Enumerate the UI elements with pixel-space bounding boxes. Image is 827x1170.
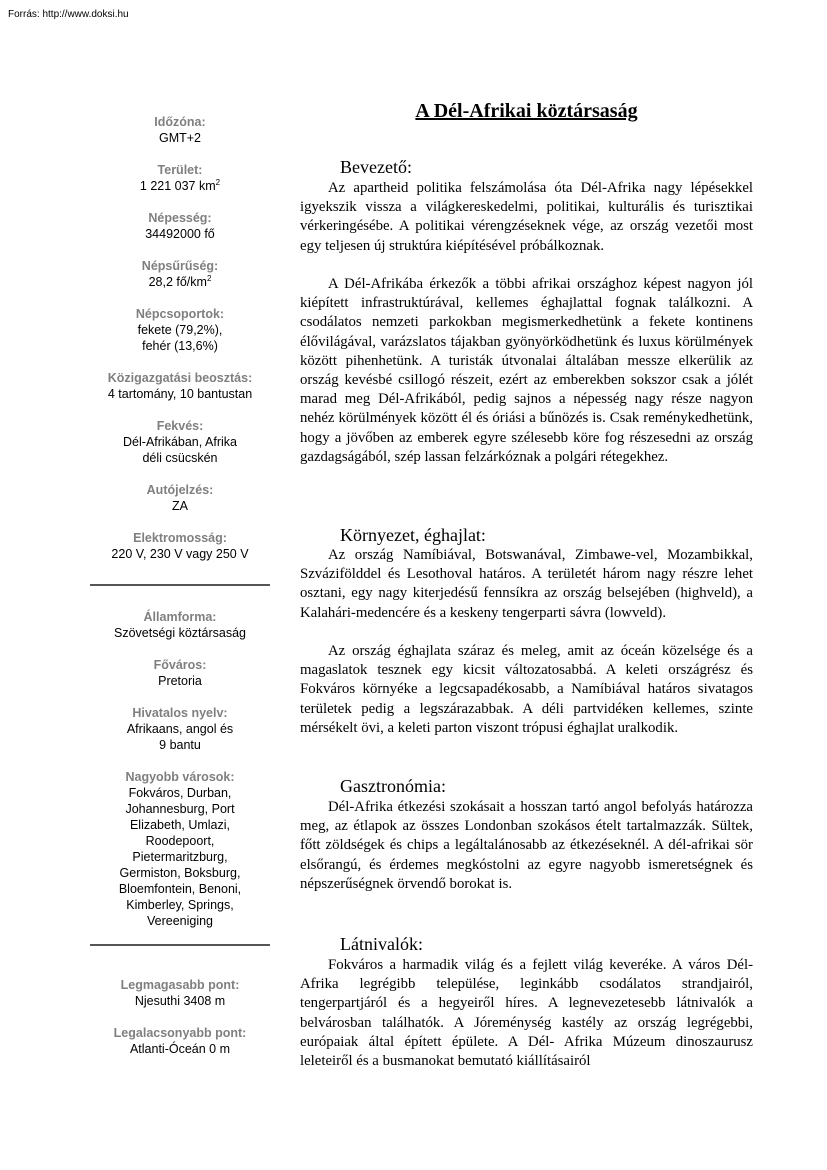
fact-value: Roodepoort, bbox=[145, 834, 215, 848]
fact-value: déli csücskén bbox=[142, 451, 218, 465]
fact-label: Elektromosság: bbox=[133, 531, 227, 545]
sidebar-divider bbox=[90, 584, 270, 586]
fact-label: Fekvés: bbox=[156, 419, 204, 433]
fact-value: Pretoria bbox=[158, 674, 202, 688]
fact-label: Legmagasabb pont: bbox=[120, 978, 240, 992]
fact-highest-point bbox=[90, 977, 270, 1009]
fact-value: fekete (79,2%), bbox=[137, 323, 223, 337]
fact-value: 4 tartomány, 10 bantustan bbox=[107, 387, 253, 401]
fact-value: GMT+2 bbox=[158, 131, 202, 145]
fact-value: Fokváros, Durban, bbox=[128, 786, 232, 800]
fact-value bbox=[90, 178, 270, 194]
section-heading-gastronomy: Gasztronómia: bbox=[340, 776, 446, 796]
fact-label: Népsűrűség: bbox=[141, 259, 219, 273]
fact-value: Dél-Afrikában, Afrika bbox=[123, 435, 237, 449]
fact-value: Atlanti-Óceán 0 m bbox=[129, 1042, 231, 1056]
fact-value: Szövetségi köztársaság bbox=[113, 626, 246, 640]
fact-location bbox=[90, 418, 270, 466]
fact-value: Afrikaans, angol és bbox=[126, 722, 234, 736]
fact-value: Bloemfontein, Benoni, bbox=[118, 882, 242, 896]
fact-label: Népcsoportok: bbox=[135, 307, 225, 321]
fact-area bbox=[90, 162, 270, 194]
fact-capital bbox=[90, 657, 270, 689]
fact-administration bbox=[90, 370, 270, 402]
fact-value: fehér (13,6%) bbox=[142, 339, 218, 353]
paragraph: Az ország éghajlata száraz és meleg, amit az óceán közelsége és a magaslatok tesznek egy kicsit változatosabbá. A keleti országrész és Fokváros környéke a legcsapadékosabb, a Namíbiával határos sivatagos területek pedig a legszárazabbak. A déli partvidéken kellemes, szinte mérsékelt övi, a keleti parton viszont trópusi éghajlat uralkodik. bbox=[300, 643, 753, 736]
fact-license-plate bbox=[90, 482, 270, 514]
fact-value: Pietermaritzburg, bbox=[132, 850, 228, 864]
page-title: A Dél-Afrikai köztársaság bbox=[415, 100, 638, 122]
fact-density bbox=[90, 258, 270, 290]
section-heading-intro: Bevezető: bbox=[340, 157, 412, 177]
fact-value-text: 1 221 037 km bbox=[139, 179, 216, 193]
fact-cities bbox=[90, 769, 270, 929]
fact-value: Kimberley, Springs, bbox=[126, 898, 234, 912]
fact-language bbox=[90, 705, 270, 753]
fact-label: Autójelzés: bbox=[146, 483, 214, 497]
sidebar-divider bbox=[90, 944, 270, 946]
section-heading-sights: Látnivalók: bbox=[340, 934, 423, 954]
superscript: 2 bbox=[206, 273, 212, 283]
fact-population bbox=[90, 210, 270, 242]
fact-label: Államforma: bbox=[143, 610, 217, 624]
fact-value: Johannesburg, Port bbox=[125, 802, 235, 816]
fact-value: 220 V, 230 V vagy 250 V bbox=[111, 547, 249, 561]
fact-label: Legalacsonyabb pont: bbox=[113, 1026, 247, 1040]
fact-label: Népesség: bbox=[148, 211, 212, 225]
fact-label: Hivatalos nyelv: bbox=[132, 706, 228, 720]
paragraph: Az apartheid politika felszámolása óta Dél-Afrika nagy lépésekkel igyekszik vissza a világkereskedelmi, politikai, kulturális és turisztikai vérkeringésébe. A politikai vérengzéseknek vége, az ország vezetői most egy teljesen új struktúra kiépítésével próbálkoznak. bbox=[300, 180, 753, 254]
fact-government bbox=[90, 609, 270, 641]
fact-value-text: 28,2 fő/km bbox=[148, 275, 207, 289]
paragraph: Dél-Afrika étkezési szokásait a hosszan tartó angol befolyás határozza meg, az étlapok az összes Londonban szokásos ételt tartalmazzák. Sültek, főtt zöldségek és chips a legáltalánosabb az étkezéseknél. A dél-afrikai sör elsőrangú, és érdemes megkóstolni az egyre nagyobb ismeretségnek és népszerűségnek örvendő borokat is. bbox=[300, 799, 753, 892]
source-note: Forrás: http://www.doksi.hu bbox=[8, 9, 129, 20]
fact-value: Elizabeth, Umlazi, bbox=[129, 818, 231, 832]
fact-label: Időzóna: bbox=[154, 115, 206, 129]
fact-label: Terület: bbox=[157, 163, 203, 177]
fact-label: Közigazgatási beosztás: bbox=[107, 371, 253, 385]
fact-value bbox=[90, 274, 270, 290]
fact-value: 9 bantu bbox=[159, 738, 201, 752]
paragraph: A Dél-Afrikába érkezők a többi afrikai országhoz képest nagyon jól kiépített infrastruktúrával, kellemes éghajlattal fognak találkozni. A csodálatos nemzeti parkokban megismerkedhetünk a fekete kontinens élővilágával, varázslatos tájakban gyönyörködhetünk és luxus körülmények között pihenhetünk. A turisták útvonalai általában messze elkerülik az ország kevésbé csillogó részeit, ezért az emberekben sokszor csak a jólét marad meg Dél-Afrikából, pedig sajnos a népesség nagy része nagyon nehéz körülmények között él és óriási a bűnözés is. Csak reménykedhetünk, hogy a jövőben az emberek egyre szélesebb köre fog részesedni az ország gazdagságából, szép lassan felzárkóznak a polgári rétegekhez. bbox=[300, 276, 753, 465]
fact-timezone bbox=[90, 114, 270, 146]
fact-value: Vereeniging bbox=[146, 914, 214, 928]
fact-electricity bbox=[90, 530, 270, 562]
fact-value: 34492000 fő bbox=[145, 227, 215, 241]
paragraph: Az ország Namíbiával, Botswanával, Zimbawe-vel, Mozambikkal, Szvázifölddel és Lesothoval határos. A területét három nagy részre lehet osztani, egy nagy kiterjedésű fennsíkra az ország belsejében (highveld), a Kalahári-medencére és a keskeny tengerparti sávra (lowveld). bbox=[300, 547, 753, 621]
fact-lowest-point bbox=[90, 1025, 270, 1057]
fact-label: Főváros: bbox=[153, 658, 207, 672]
fact-value: ZA bbox=[172, 499, 188, 513]
fact-ethnic-groups bbox=[90, 306, 270, 354]
section-heading-environment: Környezet, éghajlat: bbox=[340, 525, 486, 545]
fact-value: Njesuthi 3408 m bbox=[134, 994, 226, 1008]
fact-value: Germiston, Boksburg, bbox=[119, 866, 241, 880]
fact-label: Nagyobb városok: bbox=[125, 770, 235, 784]
superscript: 2 bbox=[215, 177, 221, 187]
paragraph: Fokváros a harmadik világ és a fejlett világ keveréke. A város Dél-Afrika legrégibb települése, leginkább csodálatos strandjairól, tengerpartjáról és a hegyeiről híres. A legnevezetesebb látnivalók a belvárosban találhatók. A Jóreménység kastély az ország legrégebbi, európaiak által épített épülete. A Dél- Afrika Múzeum dinoszaurusz leleteiről és a busmanokat bemutató kiállításairól bbox=[300, 957, 753, 1070]
